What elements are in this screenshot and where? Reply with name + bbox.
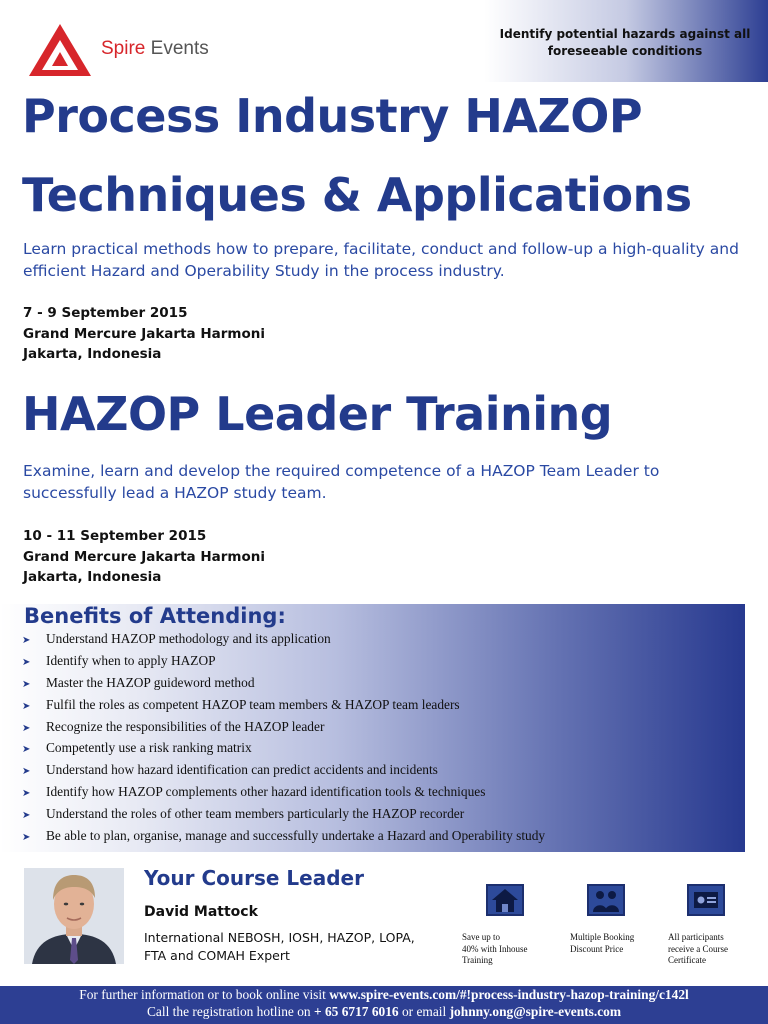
course2-title: HAZOP Leader Training	[22, 387, 613, 441]
course1-venue: Grand Mercure Jakarta Harmoni	[23, 325, 265, 342]
logo-brand-name: Spire	[101, 38, 146, 59]
arrow-bullet-icon: ➤	[22, 810, 31, 822]
course-leader-credentials: International NEBOSH, IOSH, HAZOP, LOPA, FTA and COMAH Expert	[144, 930, 415, 963]
footer-or-email-text: or email	[401, 1003, 447, 1019]
course1-location: Jakarta, Indonesia	[23, 346, 162, 362]
house-icon	[486, 884, 524, 916]
course2-details	[23, 526, 265, 588]
arrow-bullet-icon: ➤	[22, 766, 31, 778]
list-item	[22, 737, 737, 759]
course1-title-line1: Process Industry HAZOP	[22, 89, 643, 143]
list-item	[22, 650, 737, 672]
course2-location: Jakarta, Indonesia	[23, 569, 162, 585]
certificate-icon	[687, 884, 725, 916]
list-item	[22, 672, 737, 694]
list-item	[22, 694, 737, 716]
triangle-logo-icon	[27, 22, 93, 78]
course1-details	[23, 303, 265, 365]
benefit-text: Identify how HAZOP complements other hazard identification tools & techniques	[46, 784, 486, 800]
benefits-title: Benefits of Attending:	[24, 604, 286, 628]
benefit-text: Be able to plan, organise, manage and successfully undertake a Hazard and Operability study	[46, 828, 546, 844]
course1-description: Learn practical methods how to prepare, facilitate, conduct and follow-up a high-quality and efficient Hazard and Operability Study in the process industry.	[23, 240, 739, 280]
list-item	[22, 759, 737, 781]
list-item	[22, 803, 737, 825]
course-leader-name: David Mattock	[144, 904, 258, 920]
benefit-text: Understand how hazard identification can predict accidents and incidents	[46, 762, 438, 778]
logo-brand-suffix: Events	[150, 38, 209, 59]
course2-dates: 10 - 11 September 2015	[23, 528, 207, 544]
list-item	[22, 781, 737, 803]
benefit-text: Competently use a risk ranking matrix	[46, 740, 252, 756]
benefits-list	[22, 628, 737, 847]
benefit-text: Fulfil the roles as competent HAZOP team members & HAZOP team leaders	[46, 696, 460, 712]
footer-email-link[interactable]: johnny.ong@spire-events.com	[449, 1003, 622, 1019]
benefit-text: Recognize the responsibilities of the HAZOP leader	[46, 718, 325, 734]
arrow-bullet-icon: ➤	[22, 788, 31, 800]
group-icon	[587, 884, 625, 916]
arrow-bullet-icon: ➤	[22, 722, 31, 734]
benefits-panel	[0, 604, 745, 852]
footer-info-text: For further information or to book online visit	[79, 987, 326, 1002]
footer-hotline-text: Call the registration hotline on	[146, 1003, 311, 1019]
arrow-bullet-icon: ➤	[22, 832, 31, 844]
feature-certificate: All participants receive a Course Certificate	[668, 932, 728, 965]
feature-multiple-booking: Multiple Booking Discount Price	[570, 932, 635, 954]
arrow-bullet-icon: ➤	[22, 678, 31, 690]
arrow-bullet-icon: ➤	[22, 656, 31, 668]
course-leader-heading: Your Course Leader	[144, 866, 364, 890]
spire-events-logo	[27, 22, 227, 78]
course2-description: Examine, learn and develop the required competence of a HAZOP Team Leader to successfully lead a HAZOP study team.	[23, 462, 660, 502]
benefit-text: Understand HAZOP methodology and its application	[46, 631, 331, 646]
list-item	[22, 628, 737, 650]
feature-inhouse: Save up to 40% with Inhouse Training	[462, 932, 528, 965]
tagline-text: Identify potential hazards against all foreseeable conditions	[499, 27, 751, 58]
course1-title-line2: Techniques & Applications	[22, 168, 692, 222]
course2-venue: Grand Mercure Jakarta Harmoni	[23, 548, 265, 565]
course1-dates: 7 - 9 September 2015	[23, 305, 188, 321]
list-item	[22, 716, 737, 738]
footer-contact-bar	[0, 986, 768, 1024]
list-item	[22, 825, 737, 847]
benefit-text: Identify when to apply HAZOP	[46, 652, 216, 668]
tagline-banner	[484, 0, 768, 82]
arrow-bullet-icon: ➤	[22, 635, 31, 646]
footer-website-link[interactable]: www.spire-events.com/#!process-industry-hazop-training/c142l	[329, 987, 689, 1002]
footer-phone-number: + 65 6717 6016	[313, 1003, 399, 1019]
benefit-text: Master the HAZOP guideword method	[46, 674, 255, 690]
leader-photo	[24, 868, 124, 964]
arrow-bullet-icon: ➤	[22, 744, 31, 756]
arrow-bullet-icon: ➤	[22, 700, 31, 712]
benefit-text: Understand the roles of other team members particularly the HAZOP recorder	[46, 806, 465, 822]
